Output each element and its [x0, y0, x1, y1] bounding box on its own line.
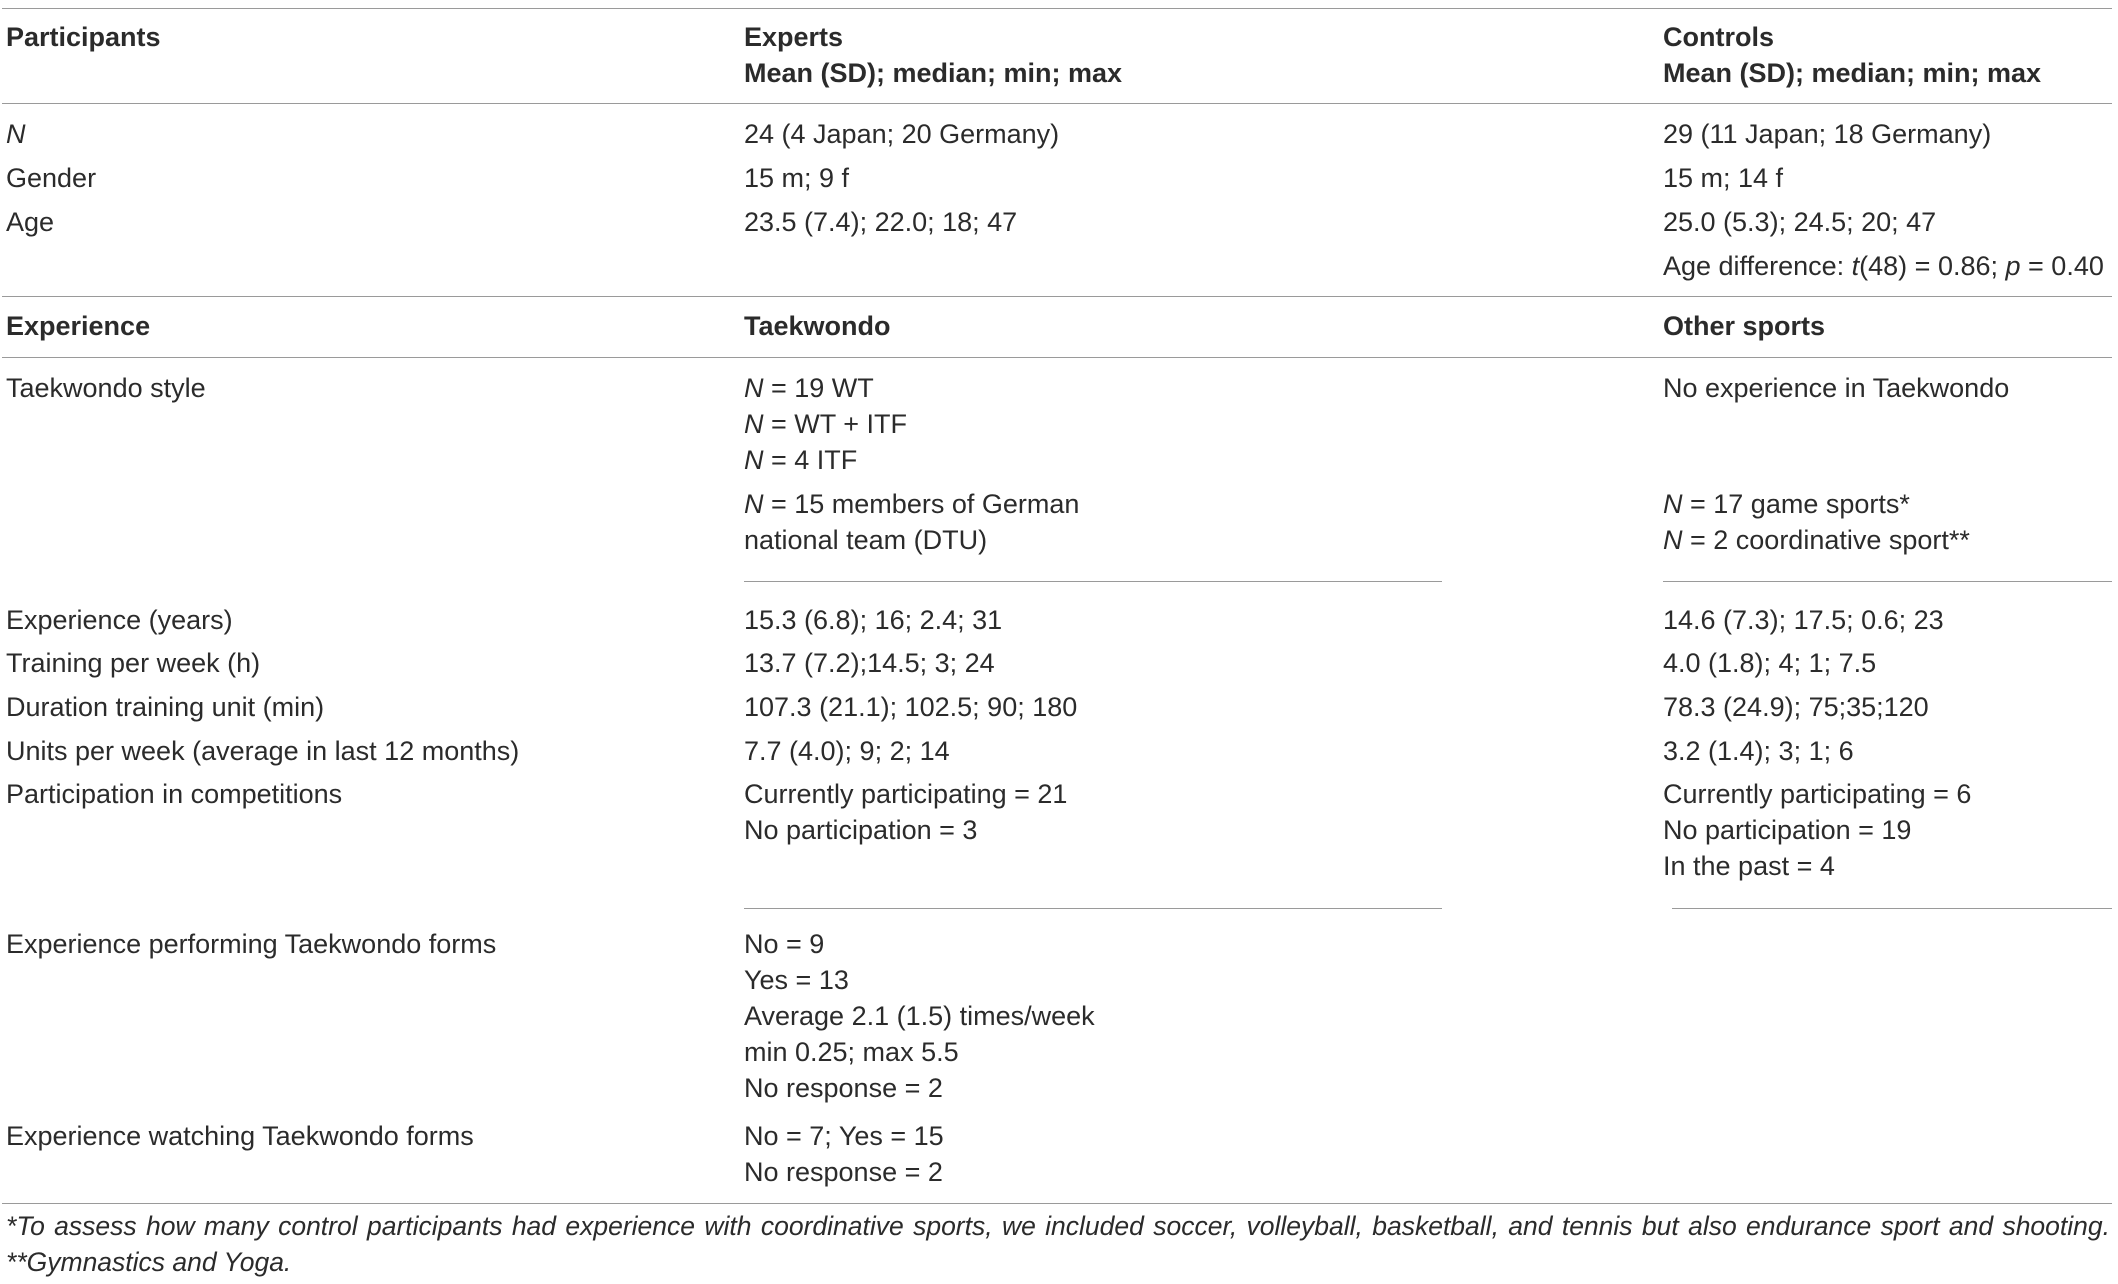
row-forms-performing-experts	[744, 926, 1095, 1106]
header-experts-subtitle: Mean (SD); median; min; max	[744, 58, 1123, 88]
n-symbol: N	[1663, 525, 1683, 555]
row-gender-label: Gender	[6, 163, 97, 193]
competitions-experts-line: Currently participating = 21	[744, 779, 1068, 809]
style-wt: = 19 WT	[763, 373, 874, 403]
header-participants: Participants	[6, 22, 161, 52]
row-experience-years-label: Experience (years)	[6, 605, 233, 635]
coordinative-sport: = 2 coordinative sport**	[1682, 525, 1970, 555]
row-age-label: Age	[6, 207, 55, 237]
row-duration-unit-experts: 107.3 (21.1); 102.5; 90; 180	[744, 692, 1078, 722]
row-experience-years-controls: 14.6 (7.3); 17.5; 0.6; 23	[1663, 605, 1944, 635]
competitions-controls-line: No participation = 19	[1663, 815, 1912, 845]
controls-group-rule-1	[1663, 581, 2112, 582]
forms-performing-line: Average 2.1 (1.5) times/week	[744, 1001, 1095, 1031]
age-diff-end: = 0.40	[2020, 251, 2104, 281]
experts-group-rule-1	[744, 581, 1442, 582]
header-rule	[2, 103, 2112, 104]
competitions-controls-line: In the past = 4	[1663, 851, 1835, 881]
row-n-experts: 24 (4 Japan; 20 Germany)	[744, 119, 1060, 149]
forms-watching-line: No response = 2	[744, 1157, 943, 1187]
row-competitions-controls	[1663, 776, 1971, 884]
age-diff-mid: (48) = 0.86;	[1859, 251, 2006, 281]
row-forms-watching-label: Experience watching Taekwondo forms	[6, 1121, 474, 1151]
competitions-controls-line: Currently participating = 6	[1663, 779, 1972, 809]
row-duration-unit-label: Duration training unit (min)	[6, 692, 325, 722]
row-training-week-experts: 13.7 (7.2);14.5; 3; 24	[744, 648, 995, 678]
team-line-2: national team (DTU)	[744, 525, 988, 555]
row-style-controls-none: No experience in Taekwondo	[1663, 373, 2010, 403]
experts-group-rule-2	[744, 908, 1442, 909]
style-wt-itf: = WT + ITF	[763, 409, 908, 439]
row-gender-experts: 15 m; 9 f	[744, 163, 850, 193]
row-competitions-label: Participation in competitions	[6, 779, 343, 809]
team-line-1: = 15 members of German	[763, 489, 1080, 519]
header-taekwondo: Taekwondo	[744, 311, 891, 341]
row-experience-years-experts: 15.3 (6.8); 16; 2.4; 31	[744, 605, 1003, 635]
competitions-experts-line: No participation = 3	[744, 815, 978, 845]
table-footnote: *To assess how many control participants had experience with coordinative sports, we included soccer, volleyball, basketball, and tennis but also endurance sport and shooting. **Gymnastics and Yoga.	[6, 1211, 2110, 1277]
header-experts	[744, 19, 1122, 91]
header-controls-title: Controls	[1663, 22, 1774, 52]
row-style-experts-team	[744, 486, 1079, 558]
age-diff-prefix: Age difference:	[1663, 251, 1852, 281]
age-diff-t: t	[1851, 251, 1860, 281]
row-n-controls: 29 (11 Japan; 18 Germany)	[1663, 119, 1992, 149]
header-other-sports: Other sports	[1663, 311, 1826, 341]
n-symbol: N	[744, 373, 764, 403]
n-symbol: N	[744, 489, 764, 519]
row-units-week-label: Units per week (average in last 12 months)	[6, 736, 520, 766]
header-experts-title: Experts	[744, 22, 844, 52]
controls-group-rule-2	[1672, 908, 2112, 909]
header-controls-subtitle: Mean (SD); median; min; max	[1663, 58, 2042, 88]
forms-performing-line: min 0.25; max 5.5	[744, 1037, 959, 1067]
age-difference-test	[1663, 248, 2104, 284]
n-symbol: N	[744, 409, 764, 439]
n-symbol: N	[744, 445, 764, 475]
section-header-rule	[2, 357, 2112, 358]
n-symbol: N	[1663, 489, 1683, 519]
age-diff-p: p	[2005, 251, 2021, 281]
table-top-rule	[2, 8, 2112, 9]
row-n-label: N	[6, 119, 26, 149]
row-training-week-controls: 4.0 (1.8); 4; 1; 7.5	[1663, 648, 1877, 678]
table-bottom-rule	[2, 1203, 2112, 1204]
header-controls	[1663, 19, 2041, 91]
row-training-week-label: Training per week (h)	[6, 648, 261, 678]
header-experience: Experience	[6, 311, 151, 341]
forms-watching-line: No = 7; Yes = 15	[744, 1121, 944, 1151]
row-age-controls: 25.0 (5.3); 24.5; 20; 47	[1663, 207, 1937, 237]
row-units-week-controls: 3.2 (1.4); 3; 1; 6	[1663, 736, 1854, 766]
row-competitions-experts	[744, 776, 1067, 848]
row-forms-performing-label: Experience performing Taekwondo forms	[6, 929, 497, 959]
row-duration-unit-controls: 78.3 (24.9); 75;35;120	[1663, 692, 1929, 722]
row-style-controls	[1663, 486, 1970, 558]
section-rule	[2, 296, 2112, 297]
row-style-experts	[744, 370, 907, 478]
game-sports: = 17 game sports*	[1682, 489, 1910, 519]
row-forms-watching-experts	[744, 1118, 944, 1190]
row-age-experts: 23.5 (7.4); 22.0; 18; 47	[744, 207, 1018, 237]
row-units-week-experts: 7.7 (4.0); 9; 2; 14	[744, 736, 950, 766]
row-style-label: Taekwondo style	[6, 373, 206, 403]
forms-performing-line: No = 9	[744, 929, 825, 959]
style-itf: = 4 ITF	[763, 445, 858, 475]
forms-performing-line: Yes = 13	[744, 965, 849, 995]
forms-performing-line: No response = 2	[744, 1073, 943, 1103]
row-gender-controls: 15 m; 14 f	[1663, 163, 1784, 193]
